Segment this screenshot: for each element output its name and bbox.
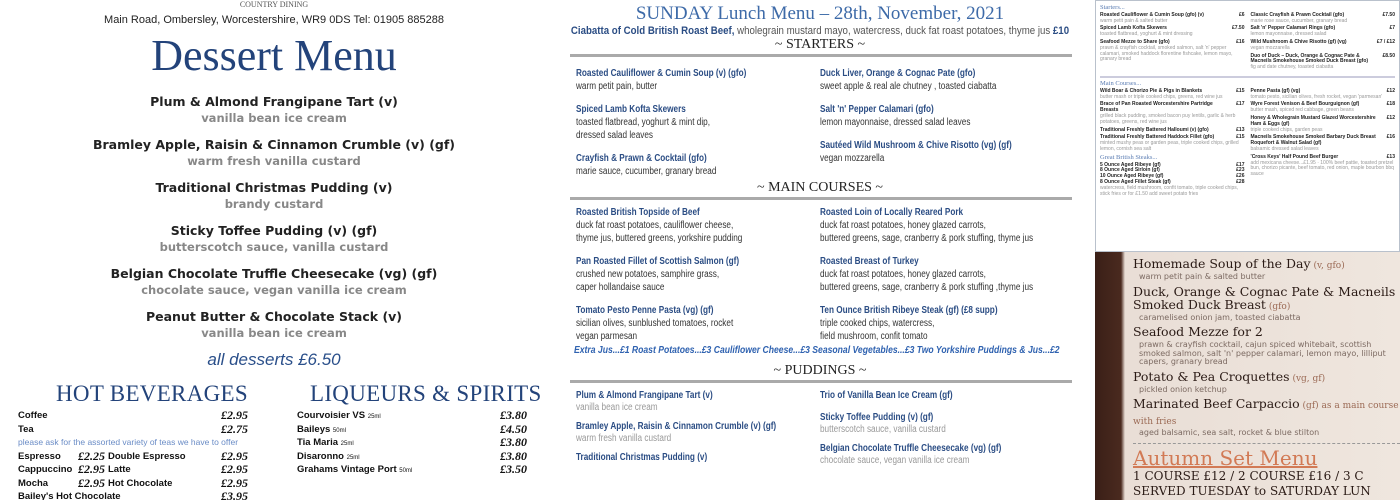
mains-left bbox=[1100, 89, 1245, 153]
starters-left bbox=[1100, 13, 1245, 73]
dessert-price: all desserts £6.50 bbox=[207, 350, 341, 369]
item-desc: chocolate sauce, vegan vanilla ice cream bbox=[820, 455, 970, 466]
item-desc: triple cooked chips, garden peas bbox=[1250, 126, 1323, 133]
item-price: £2.95 bbox=[78, 475, 105, 490]
item-name: Honey & Wholegrain Mustard Glazed Worcestershire Ham & Eggs (gf) bbox=[1250, 114, 1376, 127]
item-name: Traditional Freshly Battered Haddock Fillet (gfo) bbox=[1100, 134, 1215, 141]
menu-item bbox=[1100, 89, 1245, 101]
item-name: Tomato Pesto Penne Pasta (vg) (gf) bbox=[576, 305, 714, 316]
item-name: Penne Pasta (gf) (vg) bbox=[1250, 87, 1301, 94]
item-name: Courvoisier VS bbox=[297, 410, 366, 421]
menu-item bbox=[820, 412, 1020, 436]
menu-item bbox=[820, 443, 1020, 467]
item-price: £2.75 bbox=[221, 421, 248, 436]
item-name: Sticky Toffee Pudding (v) (gf) bbox=[170, 223, 378, 238]
mains-left bbox=[576, 196, 820, 342]
item-name: Wild Boar & Chorizo Pie & Pigs in Blankets bbox=[1100, 87, 1203, 94]
item-name: Salt 'n' Pepper Calamari Rings (gfo) bbox=[1250, 25, 1336, 32]
item-price: £7.50 bbox=[1231, 25, 1245, 32]
item-desc: butter mash or triple cooked chips, greens, red wine jus bbox=[1100, 93, 1223, 100]
item-price: £15 bbox=[1236, 134, 1245, 141]
menu-item bbox=[1100, 26, 1245, 38]
item-desc: add mexicana cheese...£1.95 · 100% beef pattie, toasted pretzel bun, chorizo picante, beef tomato, red onion, maple bourbon bbq sauce bbox=[1250, 159, 1394, 178]
menu-item bbox=[1133, 370, 1400, 395]
steaks-heading: Great British Steaks... bbox=[1100, 153, 1158, 161]
item-desc: lemon mayonnaise, dressed salad bbox=[1250, 31, 1327, 38]
item-name: Double Espresso bbox=[108, 450, 186, 462]
menu-item bbox=[820, 139, 1020, 165]
item-name-text: Potato & Pea Croquettes bbox=[1133, 368, 1290, 384]
menu-item bbox=[1100, 102, 1245, 125]
page-title: Dessert Menu bbox=[151, 31, 397, 80]
list-item bbox=[297, 436, 527, 450]
menu-item bbox=[1251, 54, 1396, 71]
ciabatta-desc: wholegrain mustard mayo, watercress, duck fat roast potatoes, thyme jus bbox=[734, 25, 1053, 37]
list-item bbox=[0, 180, 548, 212]
item-desc: balsamic dressed salad leaves bbox=[1250, 145, 1319, 152]
item-name: Mocha bbox=[18, 477, 49, 489]
menu-item bbox=[1100, 128, 1245, 134]
item-desc: chocolate sauce, vegan vanilla ice cream bbox=[141, 283, 407, 297]
item-desc: buttered greens, sage, cranberry & pork stuffing ,thyme jus bbox=[820, 282, 1034, 293]
item-desc: butterscotch sauce, vanilla custard bbox=[820, 424, 946, 435]
item-name-text: Duck, Orange & Cognac Pate & Macneils Smoked Duck Breast bbox=[1133, 283, 1396, 312]
list-item bbox=[18, 477, 248, 491]
item-name: Duo of Duck – Duck, Orange & Cognac Pate & Macneils Smokehouse Smoked Duck Breast (gfo) bbox=[1250, 52, 1369, 65]
item-desc: butterscotch sauce, vanilla custard bbox=[159, 240, 389, 254]
item-name bbox=[1133, 257, 1400, 273]
list-item bbox=[297, 450, 527, 464]
item-price: £8.50 bbox=[1382, 52, 1395, 59]
menu-item bbox=[820, 255, 1034, 294]
item-price: £4.50 bbox=[500, 421, 527, 436]
item-row bbox=[1251, 116, 1396, 128]
menu-item bbox=[1251, 102, 1396, 114]
item-price: £2.95 bbox=[221, 448, 248, 463]
item-name: Traditional Christmas Pudding (v) bbox=[576, 452, 708, 463]
item-desc: butter mash, spiced red cabbage, green beans bbox=[1250, 107, 1354, 114]
item-name bbox=[1133, 397, 1400, 429]
item-name: Roasted Cauliflower & Cumin Soup (gfo) (v) bbox=[1100, 11, 1204, 18]
item-desc: marie rose sauce, cucumber, granary bread bbox=[1250, 17, 1348, 24]
menu-item bbox=[1133, 285, 1400, 323]
menu-item bbox=[820, 206, 1034, 245]
menu-item bbox=[576, 452, 776, 464]
item-size: 50ml bbox=[332, 427, 346, 434]
item-desc: warm petit pain & salted butter bbox=[1139, 272, 1266, 281]
divider bbox=[1100, 76, 1395, 78]
menu-item bbox=[1251, 26, 1396, 38]
item-tag: (v, gfo) bbox=[1310, 261, 1345, 271]
item-price: £28 bbox=[1236, 178, 1245, 185]
item-name: 'Cross Keys' Half Pound Beef Burger bbox=[1250, 153, 1339, 160]
item-price: £7.50 bbox=[1382, 11, 1395, 18]
item-name: Wild Mushroom & Chive Risotto (gf) (vg) bbox=[1250, 38, 1347, 45]
item-desc: toasted flatbread, yoghurt & mint dip, bbox=[576, 117, 711, 128]
item-price: £17 bbox=[1236, 161, 1245, 168]
item-price: £16 bbox=[1236, 38, 1245, 45]
ciabatta-line bbox=[560, 25, 1080, 37]
list-item bbox=[297, 423, 527, 437]
mains-heading: ~ MAIN COURSES ~ bbox=[757, 180, 883, 195]
menu-photo bbox=[1095, 252, 1400, 500]
item-desc: duck fat roast potatoes, honey glazed carrots, bbox=[820, 269, 986, 280]
item-name: Tea bbox=[18, 423, 34, 435]
item-price: £26 bbox=[1236, 173, 1245, 180]
menu-screenshot bbox=[1095, 0, 1400, 252]
item-desc: marie sauce, cucumber, granary bread bbox=[576, 166, 717, 177]
puddings-left bbox=[576, 383, 820, 467]
item-name: Bramley Apple, Raisin & Cinnamon Crumble (v) (gf) bbox=[92, 137, 456, 152]
item-desc: warm fresh vanilla custard bbox=[187, 154, 361, 168]
item-name: Belgian Chocolate Truffle Cheesecake (vg) (gf) bbox=[110, 266, 438, 281]
list-item bbox=[0, 266, 548, 298]
item-name: Roasted Breast of Turkey bbox=[820, 256, 919, 267]
item-name: 10 Ounce Aged Ribeye (gf) bbox=[1100, 173, 1164, 180]
list-item bbox=[18, 423, 248, 437]
starters-right bbox=[820, 57, 1064, 180]
item-price: £12 bbox=[1386, 87, 1395, 94]
menu-item bbox=[820, 103, 1020, 129]
item-tag: (gf) as a main course with fries bbox=[1133, 401, 1399, 427]
item-desc: tomato pesto, sicilian olives, fresh rocket, vegan 'parmesan' bbox=[1250, 93, 1383, 100]
item-desc: prawn & crayfish cocktail, cajun spiced whitebait, scottish smoked salmon, salt 'n' pepper calamari, lemon mayo, lilliput capers, granary bread bbox=[1139, 340, 1386, 366]
menu-item bbox=[1100, 135, 1245, 152]
item-name: Roasted British Topside of Beef bbox=[576, 207, 700, 218]
item-desc: duck fat roast potatoes, cauliflower cheese, bbox=[576, 220, 734, 231]
item-desc: minted mushy peas or garden peas, triple cooked chips, grilled lemon, cornish sea salt bbox=[1100, 140, 1239, 152]
item-price: £13 bbox=[1236, 126, 1245, 133]
liqueurs-heading: LIQUEURS & SPIRITS bbox=[310, 381, 542, 406]
item-desc: vanilla bean ice cream bbox=[201, 326, 347, 340]
item-name: Tia Maria bbox=[297, 437, 339, 448]
item-price: £23 bbox=[1236, 167, 1245, 174]
menu-item bbox=[576, 103, 776, 142]
item-name: Grahams Vintage Port bbox=[297, 464, 397, 475]
item-name: Spiced Lamb Kofta Skewers bbox=[1100, 25, 1167, 32]
item-name: Cappuccino bbox=[18, 464, 73, 475]
list-item bbox=[18, 450, 248, 464]
list-item bbox=[0, 137, 548, 169]
puddings-heading: ~ PUDDINGS ~ bbox=[773, 363, 867, 378]
item-size: 25ml bbox=[367, 414, 381, 420]
item-desc: fig and date chutney, toasted ciabatta bbox=[1250, 64, 1334, 71]
item-name bbox=[1133, 285, 1400, 314]
item-desc: thyme jus, buttered greens, yorkshire pudding bbox=[576, 233, 743, 244]
tea-note: please ask for the assorted variety of teas we have to offer bbox=[18, 437, 239, 447]
autumn-set-menu-heading: Autumn Set Menu bbox=[1133, 443, 1400, 469]
item-desc: sweet apple & real ale chutney , toasted ciabatta bbox=[820, 81, 997, 92]
item-name: Latte bbox=[108, 464, 131, 475]
menu-item bbox=[1100, 40, 1245, 63]
item-desc: lemon mayonnaise, dressed salad leaves bbox=[820, 117, 971, 128]
item-desc: toasted flatbread, yoghurt & mint dressing bbox=[1100, 31, 1193, 38]
steaks-desc: watercress, field mushroom, confit tomato, triple cooked chips, stick fries or for £1.50 add sweet potato fries bbox=[1100, 184, 1239, 197]
list-item bbox=[18, 463, 248, 477]
item-desc: warm fresh vanilla custard bbox=[576, 433, 672, 444]
item-price: £15 bbox=[1236, 87, 1245, 94]
item-name: Duck Liver, Orange & Cognac Pate (gfo) bbox=[820, 68, 976, 79]
hot-beverages-heading: HOT BEVERAGES bbox=[56, 381, 248, 406]
item-tag: (vg, gf) bbox=[1289, 373, 1326, 384]
menu-item bbox=[1251, 89, 1396, 101]
mains-heading: Main Courses... bbox=[1100, 79, 1142, 87]
item-price: £6 bbox=[1238, 11, 1245, 18]
item-desc: grilled black pudding, smoked bacon puy lentils, garlic & herb potatoes, greens, red wine jus bbox=[1100, 112, 1236, 125]
address: Main Road, Ombersley, Worcestershire, WR9 0DS Tel: 01905 885288 bbox=[104, 14, 444, 26]
item-name: Sautéed Wild Mushroom & Chive Risotto (vg) (gf) bbox=[820, 140, 1012, 151]
menu-item bbox=[1133, 325, 1400, 367]
item-name: Plum & Almond Frangipane Tart (v) bbox=[150, 94, 398, 109]
menu-item bbox=[576, 152, 776, 178]
item-price: £16 bbox=[1386, 134, 1395, 141]
steaks-list bbox=[1100, 163, 1245, 186]
item-desc: vegan parmesan bbox=[576, 331, 638, 342]
item-name: Espresso bbox=[18, 450, 61, 462]
item-name-text: Marinated Beef Carpaccio bbox=[1133, 396, 1300, 411]
menu-item bbox=[576, 304, 776, 343]
item-desc: vegan mozzarella bbox=[820, 153, 885, 164]
menu-item bbox=[576, 206, 776, 245]
item-name: Plum & Almond Frangipane Tart (v) bbox=[576, 390, 713, 401]
item-name: Ten Ounce British Ribeye Steak (gf) (£8 supp) bbox=[820, 305, 998, 316]
item-desc: field mushroom, confit tomato bbox=[820, 331, 928, 342]
item-desc: crushed new potatoes, samphire grass, bbox=[576, 269, 720, 280]
list-item bbox=[0, 94, 548, 126]
item-name: Baileys bbox=[297, 423, 331, 435]
item-name: Bramley Apple, Raisin & Cinnamon Crumble (v) (gf) bbox=[576, 421, 777, 432]
item-name: Wyre Forest Venison & Beef Bourguignon (gf) bbox=[1250, 101, 1360, 108]
menu-item bbox=[1133, 257, 1400, 282]
list-item bbox=[297, 463, 527, 477]
dessert-menu-panel bbox=[0, 0, 548, 500]
item-price: £17 bbox=[1236, 101, 1245, 108]
item-name: Roasted Cauliflower & Cumin Soup (v) (gfo) bbox=[576, 68, 747, 79]
menu-item bbox=[1251, 40, 1396, 52]
starters-heading: Starters... bbox=[1100, 4, 1125, 11]
item-desc: brandy custard bbox=[224, 197, 324, 211]
item-desc: warm petit pain & salted butter bbox=[1100, 17, 1168, 24]
item-name: Seafood Mezze to Share (gfo) bbox=[1100, 38, 1170, 45]
item-name: Trio of Vanilla Bean Ice Cream (gf) bbox=[820, 390, 953, 401]
extras-line: Extra Jus...£1 Roast Potatoes...£3 Cauliflower Cheese...£3 Seasonal Vegetables...£3 Two Yorkshire Puddings & Jus...£2 bbox=[574, 344, 1060, 356]
item-price: £3.80 bbox=[500, 448, 527, 463]
ciabatta-price: £10 bbox=[1052, 25, 1070, 37]
menu-item bbox=[1251, 13, 1396, 25]
dessert-list bbox=[0, 94, 548, 341]
item-price: £3.80 bbox=[500, 408, 527, 422]
item-size: 25ml bbox=[346, 454, 360, 461]
item-name: Pan Roasted Fillet of Scottish Salmon (gf) bbox=[576, 256, 740, 267]
photo-starters bbox=[1133, 257, 1400, 438]
item-price: £18 bbox=[1386, 101, 1395, 108]
item-size: 25ml bbox=[340, 441, 354, 447]
item-desc: duck fat roast potatoes, honey glazed carrots, bbox=[820, 220, 986, 231]
item-desc: dressed salad leaves bbox=[576, 130, 654, 141]
sunday-menu-panel bbox=[560, 0, 1080, 500]
menu-item bbox=[576, 67, 776, 93]
sunday-title: SUNDAY Lunch Menu – 28th, November, 2021 bbox=[635, 3, 1005, 24]
item-price: £2.95 bbox=[78, 462, 105, 476]
item-name: Hot Chocolate bbox=[108, 477, 173, 489]
item-name: 5 Ounce Aged Ribeye (gf) bbox=[1100, 161, 1161, 168]
course-prices: 1 COURSE £12 / 2 COURSE £16 / 3 C bbox=[1133, 468, 1364, 483]
item-name bbox=[1133, 370, 1400, 386]
starters-left bbox=[576, 57, 820, 180]
item-name: Classic Crayfish & Prawn Cocktail (gfo) bbox=[1250, 11, 1345, 18]
ciabatta-name: Ciabatta of Cold British Roast Beef, bbox=[570, 25, 735, 37]
item-price: £3.95 bbox=[221, 489, 248, 500]
liqueurs-list bbox=[297, 409, 527, 477]
menu-item bbox=[576, 390, 776, 414]
item-name: Belgian Chocolate Truffle Cheesecake (vg) (gf) bbox=[820, 443, 1002, 454]
item-price: £3.50 bbox=[500, 462, 527, 476]
item-price: £2.95 bbox=[221, 475, 248, 490]
item-desc: triple cooked chips, watercress, bbox=[820, 318, 935, 329]
list-item bbox=[18, 490, 248, 500]
starters-heading: ~ STARTERS ~ bbox=[774, 37, 866, 52]
item-name: Macneils Smokehouse Smoked Barbary Duck Breast Roquefort & Walnut Salad (gf) bbox=[1250, 134, 1376, 147]
third-menu-panel bbox=[1095, 0, 1400, 500]
item-price: £13 bbox=[1386, 153, 1395, 160]
item-tag: (gfo) bbox=[1265, 301, 1291, 312]
item-desc: vanilla bean ice cream bbox=[201, 111, 347, 125]
item-price: £12 bbox=[1386, 114, 1395, 121]
item-row bbox=[1100, 128, 1245, 134]
item-name: Coffee bbox=[18, 410, 48, 421]
item-name: Sticky Toffee Pudding (v) (gf) bbox=[820, 412, 934, 423]
hot-beverages-list bbox=[18, 409, 248, 500]
menu-item bbox=[820, 304, 1020, 343]
item-desc: aged balsamic, sea salt, rocket & blue stilton bbox=[1139, 428, 1320, 437]
item-name: Spiced Lamb Kofta Skewers bbox=[576, 104, 686, 115]
list-item bbox=[0, 309, 548, 341]
puddings-right bbox=[820, 383, 1064, 467]
item-name: Peanut Butter & Chocolate Stack (v) bbox=[145, 309, 403, 324]
item-name: Traditional Freshly Battered Halloumi (v) (gfo) bbox=[1100, 126, 1209, 133]
item-name: Roasted Loin of Locally Reared Pork bbox=[820, 207, 964, 218]
item-desc: caper hollandaise sauce bbox=[576, 282, 665, 293]
starters-right bbox=[1251, 13, 1396, 73]
item-name: Disaronno bbox=[297, 450, 344, 462]
list-item bbox=[0, 223, 548, 255]
menu-item bbox=[1251, 116, 1396, 133]
brand-text: COUNTRY DINING bbox=[239, 0, 309, 9]
item-price: £2.25 bbox=[78, 448, 105, 463]
menu-item bbox=[1133, 397, 1400, 438]
list-item bbox=[297, 409, 527, 423]
mains-right bbox=[820, 196, 1064, 342]
item-desc: vegan mozzarella bbox=[1250, 44, 1290, 51]
item-name: Salt 'n' Pepper Calamari (gfo) bbox=[820, 104, 934, 115]
item-name-text: Homemade Soup of the Day bbox=[1133, 256, 1311, 271]
item-price: £2.95 bbox=[221, 462, 248, 476]
item-name: Crayfish & Prawn & Cocktail (gfo) bbox=[576, 153, 707, 164]
item-desc: caramelised onion jam, toasted ciabatta bbox=[1139, 312, 1301, 322]
item-name: Traditional Christmas Pudding (v) bbox=[155, 180, 393, 195]
item-price: £7 bbox=[1389, 25, 1395, 32]
menu-item bbox=[820, 390, 1020, 402]
menu-item bbox=[1100, 13, 1245, 25]
menu-item bbox=[820, 67, 1020, 93]
list-item bbox=[18, 409, 248, 423]
item-price: £3.80 bbox=[500, 435, 527, 449]
item-name: Brace of Pan Roasted Worcestershire Partridge Breasts bbox=[1100, 101, 1213, 114]
item-price: £2.95 bbox=[221, 408, 248, 422]
menu-item bbox=[576, 421, 776, 445]
served-text: SERVED TUESDAY to SATURDAY LUN bbox=[1133, 483, 1371, 498]
item-name bbox=[1133, 325, 1400, 341]
menu-item bbox=[1251, 155, 1396, 178]
item-name: 8 Ounce Aged Sirloin (gf) bbox=[1100, 167, 1160, 174]
item-desc: warm petit pain, butter bbox=[576, 81, 658, 92]
item-name-text: Seafood Mezze for 2 bbox=[1133, 324, 1263, 339]
item-desc: prawn & crayfish cocktail, smoked salmon, salt 'n' pepper calamari, smoked haddock florentine fishcake, lemon mayo, granary bread bbox=[1100, 44, 1233, 63]
item-desc: pickled onion ketchup bbox=[1139, 384, 1227, 394]
item-desc: vanilla bean ice cream bbox=[576, 402, 658, 413]
mains-right bbox=[1251, 89, 1396, 198]
item-size: 50ml bbox=[399, 468, 413, 474]
item-name: 8 Ounce Aged Fillet Steak (gf) bbox=[1100, 178, 1171, 185]
menu-item bbox=[1251, 135, 1396, 152]
menu-item bbox=[576, 255, 776, 294]
item-price: £7 / £12 bbox=[1376, 38, 1395, 45]
item-desc: buttered greens, sage, cranberry & pork stuffing, thyme jus bbox=[820, 233, 1034, 244]
item-name: Bailey's Hot Chocolate bbox=[18, 491, 121, 500]
item-desc: sicilian olives, sunblushed tomatoes, rocket bbox=[576, 318, 734, 329]
